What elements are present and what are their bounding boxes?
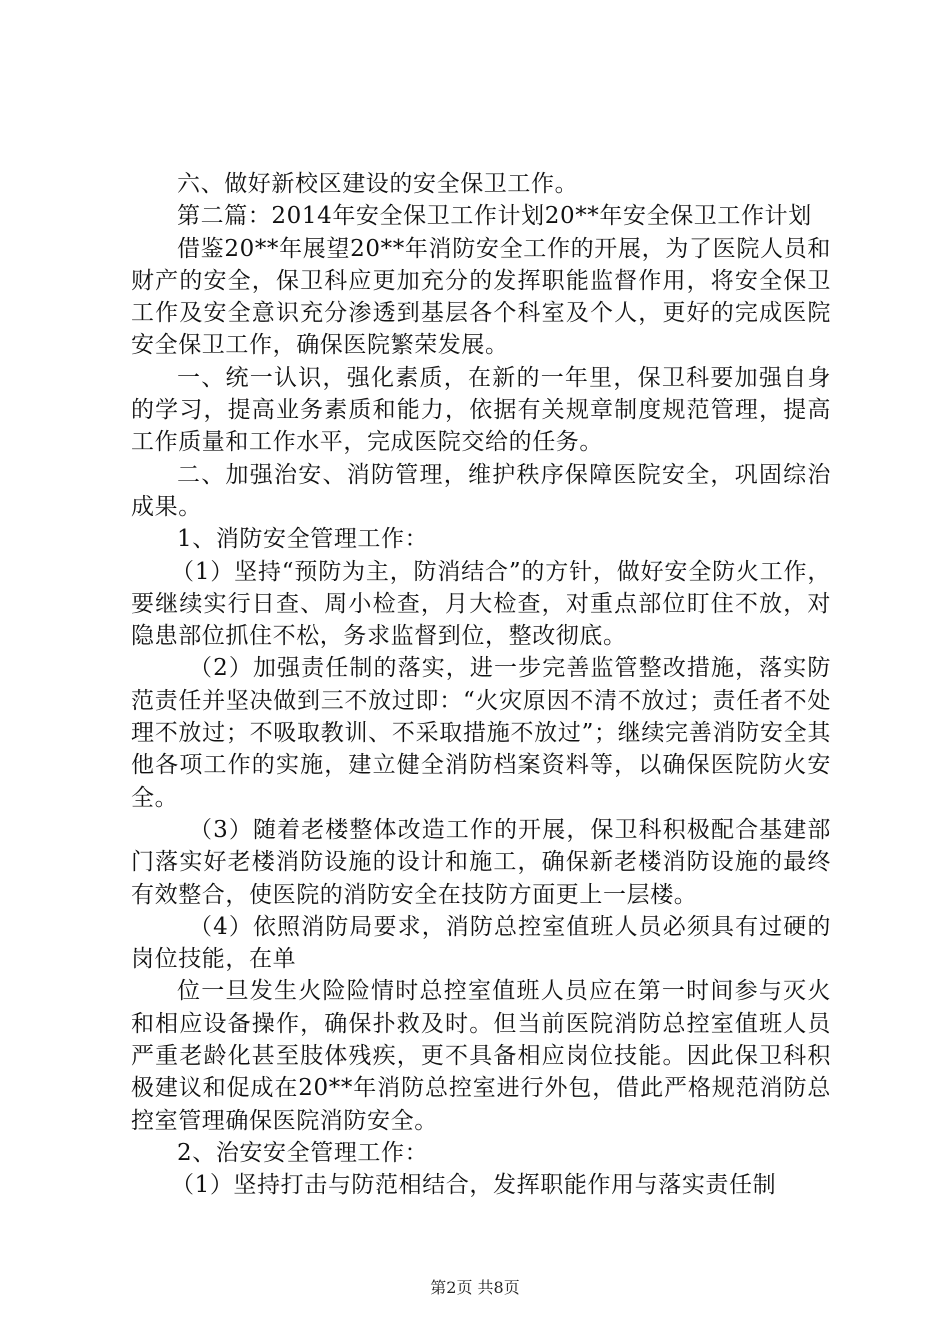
paragraph-fire-safety-heading: 1、消防安全管理工作： [177, 526, 429, 553]
paragraph-fire-point-4-continued: 位一旦发生火险险情时总控室值班人员应在第一时间参与灭火和相应设备操作，确保扑救及时。但当前医院消防总控室值班人员严重老龄化甚至肢体残疾，更不具备相应岗位技能。因此保卫科积极建议和促成在20**年消防总控室进行外包，借此严格规范消防总控室管理确保医院消防安全。 [131, 978, 831, 1134]
paragraph-item-one: 一、统一认识，强化素质，在新的一年里，保卫科要加强自身的学习，提高业务素质和能力，依据有关规章制度规范管理，提高工作质量和工作水平，完成医院交给的任务。 [131, 364, 831, 456]
paragraph-item-two: 二、加强治安、消防管理，维护秩序保障医院安全，巩固综治成果。 [131, 461, 831, 520]
document-body [131, 168, 831, 1202]
paragraph-public-security-heading: 2、治安安全管理工作： [177, 1139, 429, 1166]
paragraph-fire-point-2: （2）加强责任制的落实，进一步完善监管整改措施，落实防范责任并坚决做到三不放过即：“火灾原因不清不放过；责任者不处理不放过；不吸取教训、不采取措施不放过”；继续完善消防安全其他各项工作的实施，建立健全消防档案资料等，以确保医院防火安全。 [131, 655, 831, 811]
page-footer: 第2页 共8页 [430, 1278, 520, 1297]
paragraph-fire-point-1: （1）坚持“预防为主，防消结合”的方针，做好安全防火工作，要继续实行日查、周小检查，月大检查，对重点部位盯住不放，对隐患部位抓住不松，务求监督到位，整改彻底。 [131, 558, 831, 650]
paragraph-fire-point-4: （4）依照消防局要求，消防总控室值班人员必须具有过硬的岗位技能，在单 [131, 913, 831, 973]
paragraph-intro: 借鉴20**年展望20**年消防安全工作的开展，为了医院人员和财产的安全，保卫科应更加充分的发挥职能监督作用，将安全保卫工作及安全意识充分渗透到基层各个科室及个人，更好的完成医院安全保卫工作，确保医院繁荣发展。 [131, 235, 831, 359]
paragraph-fire-point-3: （3）随着老楼整体改造工作的开展，保卫科积极配合基建部门落实好老楼消防设施的设计和施工，确保新老楼消防设施的最终有效整合，使医院的消防安全在技防方面更上一层楼。 [131, 816, 831, 908]
paragraph-chapter-two-title: 第二篇：2014年安全保卫工作计划20**年安全保卫工作计划 [177, 203, 812, 230]
paragraph-section-six: 六、做好新校区建设的安全保卫工作。 [177, 171, 579, 197]
paragraph-security-point-1: （1）坚持打击与防范相结合，发挥职能作用与落实责任制 [171, 1172, 777, 1199]
